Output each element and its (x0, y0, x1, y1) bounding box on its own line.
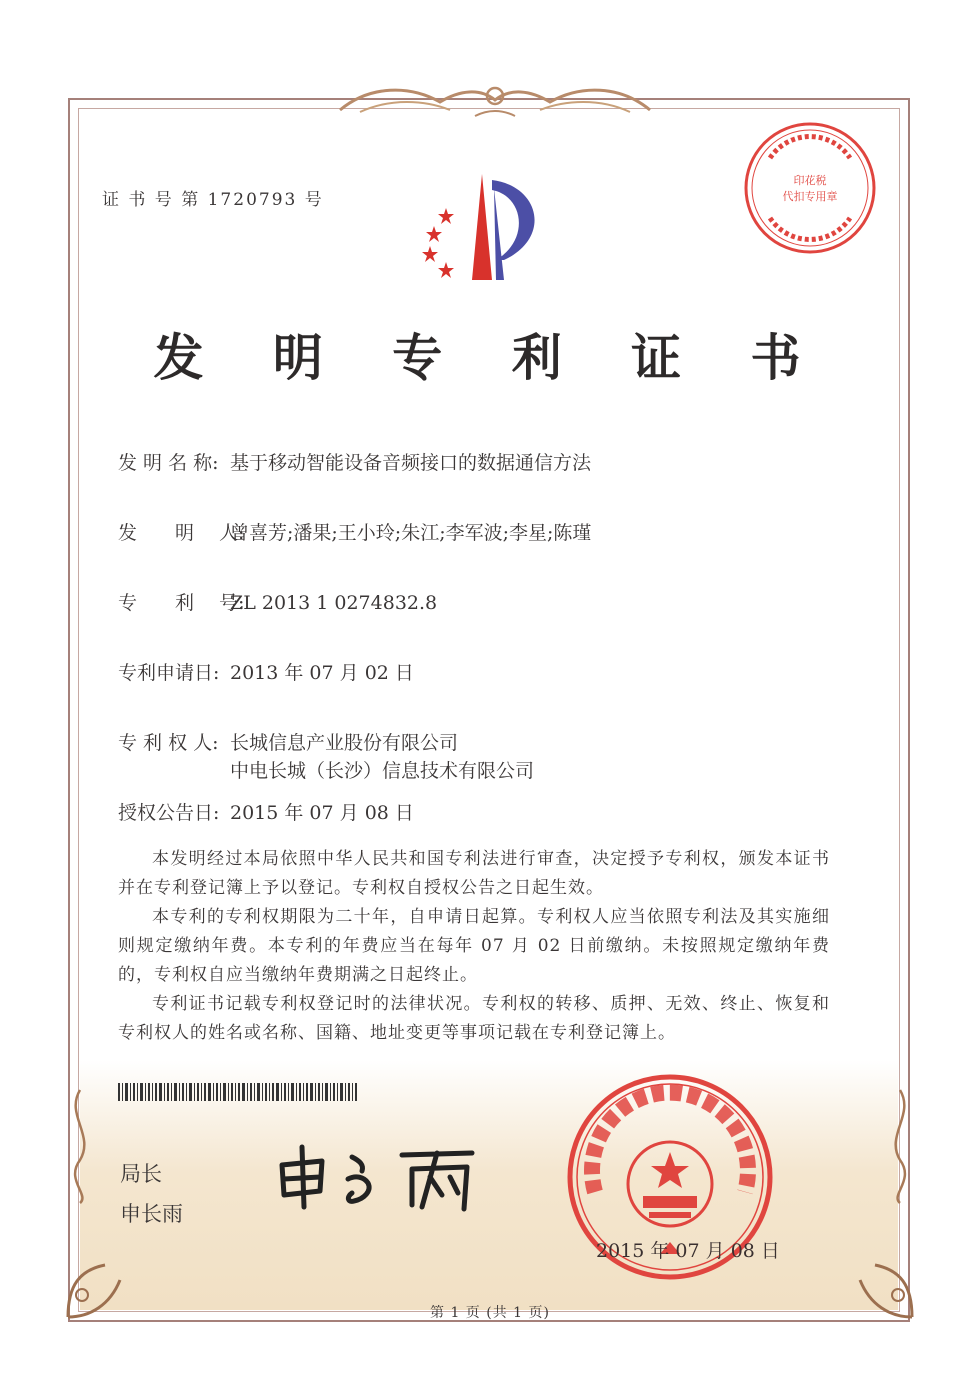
field-patent-number (118, 588, 437, 615)
field-invention-name (118, 448, 591, 475)
inventors-value: 曾喜芳;潘果;王小玲;朱江;李军波;李星;陈瑾 (230, 522, 592, 544)
signatory-title: 局长 (120, 1162, 162, 1186)
certificate-title: 发 明 专 利 证 书 (153, 328, 827, 387)
paragraph-3: 专利证书记载专利权登记时的法律状况。专利权的转移、质押、无效、终止、恢复和专利权人的姓名或名称、国籍、地址变更等事项记载在专利登记簿上。 (118, 994, 830, 1043)
top-ornament-icon (330, 80, 660, 126)
paragraph-2: 本专利的专利权期限为二十年，自申请日起算。专利权人应当依照专利法及其实施细则规定缴纳年费。本专利的年费应当在每年 07 月 02 日前缴纳。未按照规定缴纳年费的，专利权自应当缴纳年费期满之日起终止。 (118, 907, 830, 985)
field-filing-date (118, 658, 414, 685)
certificate-frame-inner (78, 108, 900, 1312)
field-patentee (118, 728, 458, 755)
invention-name-label: 发 明 名 称: (118, 452, 219, 474)
certificate-number: 证 书 号 第 1720793 号 (102, 190, 324, 210)
svg-text:印花税: 印花税 (793, 174, 827, 187)
handwritten-signature-icon (272, 1135, 492, 1215)
barcode-icon (118, 1083, 358, 1101)
field-grant-date (118, 798, 414, 825)
patent-number-value: ZL 2013 1 0274832.8 (230, 592, 438, 614)
seal-date: 2015 年 07 月 08 日 (596, 1240, 780, 1262)
invention-name-value: 基于移动智能设备音频接口的数据通信方法 (230, 452, 592, 474)
tax-stamp-icon (740, 118, 880, 258)
field-inventors (118, 518, 591, 545)
side-ornament-left-icon (60, 1085, 100, 1205)
filing-date-value: 2013 年 07 月 02 日 (230, 662, 414, 684)
patentee-value-2: 中电长城（长沙）信息技术有限公司 (230, 760, 535, 782)
paragraph-1: 本发明经过本局依照中华人民共和国专利法进行审查，决定授予专利权，颁发本证书并在专利登记簿上予以登记。专利权自授权公告之日起生效。 (118, 849, 830, 898)
patentee-label: 专 利 权 人: (118, 732, 219, 754)
filing-date-label: 专利申请日: (118, 662, 220, 684)
inventors-label: 发 明 人: (118, 522, 245, 544)
patent-office-logo-icon (412, 168, 552, 288)
grant-date-label: 授权公告日: (118, 802, 220, 824)
page-number: 第 1 页 (共 1 页) (430, 1305, 550, 1321)
side-ornament-right-icon (880, 1085, 920, 1205)
patentee-value-1: 长城信息产业股份有限公司 (230, 732, 459, 754)
patent-number-label: 专 利 号: (118, 592, 245, 614)
grant-date-value: 2015 年 07 月 08 日 (230, 802, 414, 824)
svg-text:代扣专用章: 代扣专用章 (782, 190, 838, 203)
signatory-name: 申长雨 (120, 1202, 183, 1226)
